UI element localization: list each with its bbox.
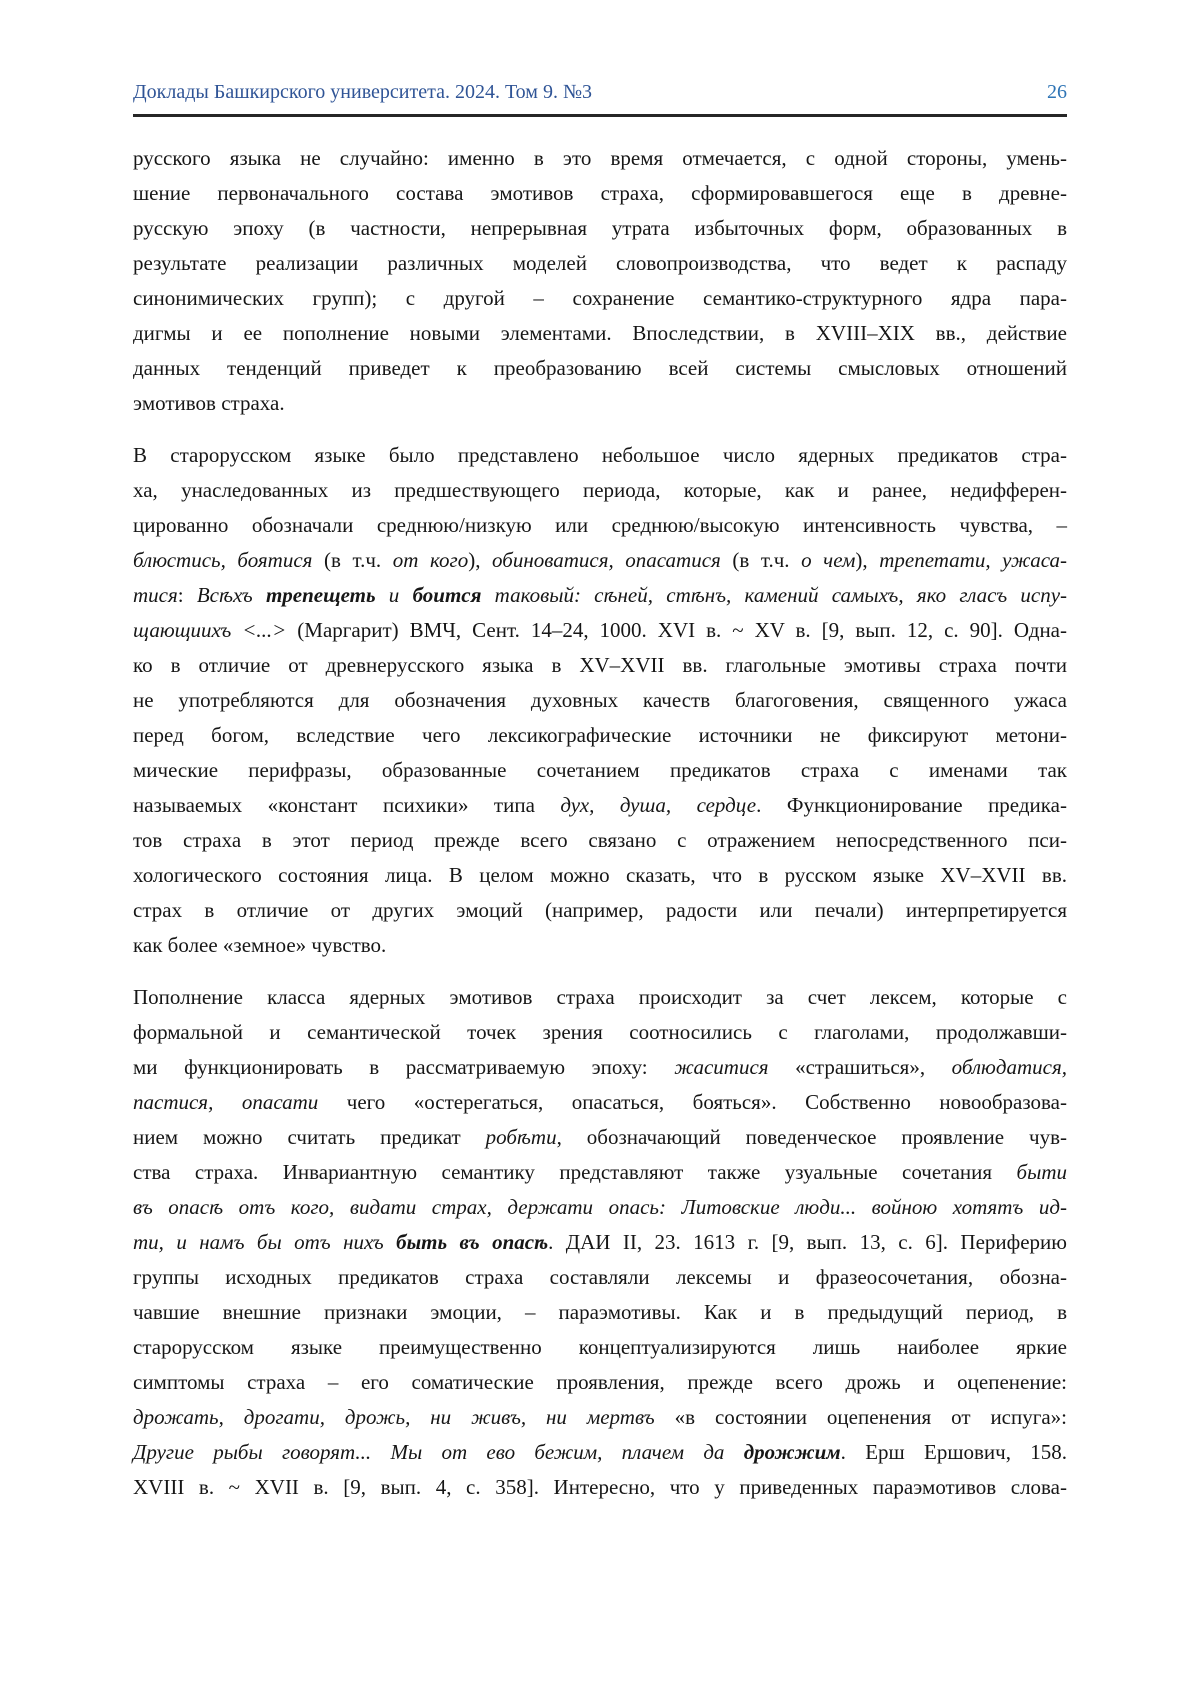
text-run: (в т.ч. [720, 548, 802, 572]
text-line [133, 1260, 1067, 1295]
text-run: называемых «констант психики» типа [133, 793, 561, 817]
text-run: эмотивов страха. [133, 391, 285, 415]
text-run: ко в отличие от древнерусского языка в XV–XVII вв. глагольные эмотивы страха почти [133, 653, 1067, 677]
text-line [133, 1225, 1067, 1260]
text-run: русскую эпоху (в частности, непрерывная утрата избыточных форм, образованных в [133, 216, 1067, 240]
text-line [133, 438, 1067, 473]
paragraph [133, 438, 1067, 963]
text-run: перед богом, вследствие чего лексикографические источники не фиксируют метони- [133, 723, 1067, 747]
text-line [133, 1330, 1067, 1365]
text-run: трепещеть [265, 583, 376, 607]
text-run: ства страха. Инвариантную семантику представляют также узуальные сочетания [133, 1160, 1017, 1184]
text-run: ), [468, 548, 493, 572]
text-line [133, 788, 1067, 823]
text-run: хологического состояния лица. В целом можно сказать, что в русском языке XV–XVII вв. [133, 863, 1067, 887]
text-run: как более «земное» чувство. [133, 933, 387, 957]
text-run: дрожжим [743, 1440, 841, 1464]
text-run: русского языка не случайно: именно в это время отмечается, с одной стороны, умень- [133, 146, 1067, 170]
text-run: «в состоянии оцепенения от испуга»: [654, 1405, 1068, 1429]
text-line [133, 718, 1067, 753]
text-line [133, 823, 1067, 858]
page-header [133, 80, 1067, 104]
text-line [133, 543, 1067, 578]
text-run: (в т.ч. [312, 548, 393, 572]
text-run: шение первоначального состава эмотивов страха, сформировавшегося еще в древне- [133, 181, 1067, 205]
text-run: въ опасѣ отъ кого, видати страх, держати опась: Литовские люди... войною хотятъ ид- [133, 1195, 1067, 1219]
text-line [133, 1470, 1067, 1505]
text-line [133, 316, 1067, 351]
text-line [133, 928, 1067, 963]
text-line [133, 683, 1067, 718]
text-line [133, 1295, 1067, 1330]
text-line [133, 176, 1067, 211]
text-run: тися [133, 583, 178, 607]
text-run: трепетати, ужаса- [879, 548, 1068, 572]
paragraph [133, 141, 1067, 421]
text-run: Другие рыбы говорят... Мы от ево бежим, плачем да [133, 1440, 744, 1464]
text-run: . Функционирование предика- [756, 793, 1067, 817]
text-line [133, 386, 1067, 421]
text-line [133, 141, 1067, 176]
text-run: от кого [392, 548, 469, 572]
text-run: о чем [801, 548, 856, 572]
text-run: обиноватися, опасатися [492, 548, 721, 572]
text-run: Пополнение класса ядерных эмотивов страха происходит за счет лексем, которые с [133, 985, 1067, 1009]
text-run: дигмы и ее пополнение новыми элементами. Впоследствии, в XVIII–XIX вв., действие [133, 321, 1067, 345]
text-line [133, 1400, 1067, 1435]
paragraph [133, 980, 1067, 1505]
text-run: блюстись, боятися [133, 548, 313, 572]
text-line [133, 473, 1067, 508]
text-line [133, 1155, 1067, 1190]
text-line [133, 1365, 1067, 1400]
text-run: пастися, опасати [133, 1090, 319, 1114]
text-run: жаситися [674, 1055, 769, 1079]
text-run: , обозначающий поведенческое проявление чув- [556, 1125, 1067, 1149]
text-line [133, 1120, 1067, 1155]
text-run: и [375, 583, 413, 607]
text-line [133, 1190, 1067, 1225]
text-run: боится [412, 583, 482, 607]
text-line [133, 1435, 1067, 1470]
text-run: В старорусском языке было представлено небольшое число ядерных предикатов стра- [133, 443, 1067, 467]
text-run: ти, и намъ бы отъ нихъ [133, 1230, 397, 1254]
text-run: «страшиться», [768, 1055, 952, 1079]
text-line [133, 1015, 1067, 1050]
text-run: ха, унаследованных из предшествующего периода, которые, как и ранее, недифферен- [133, 478, 1067, 502]
text-run: группы исходных предикатов страха составляли лексемы и фразеосочетания, обозна- [133, 1265, 1067, 1289]
text-run: формальной и семантической точек зрения соотносились с глаголами, продолжавши- [133, 1020, 1067, 1044]
text-run: ми функционировать в рассматриваемую эпоху: [133, 1055, 675, 1079]
text-run: данных тенденций приведет к преобразованию всей системы смысловых отношений [133, 356, 1067, 380]
text-line [133, 281, 1067, 316]
text-run: результате реализации различных моделей словопроизводства, что ведет к распаду [133, 251, 1067, 275]
text-line [133, 508, 1067, 543]
text-line [133, 893, 1067, 928]
text-line [133, 578, 1067, 613]
text-run: страх в отличие от других эмоций (например, радости или печали) интерпретируется [133, 898, 1067, 922]
text-run: облюдатися, [951, 1055, 1067, 1079]
text-line [133, 246, 1067, 281]
text-line [133, 648, 1067, 683]
text-run: чего «остерегаться, опасаться, бояться». Собственно новообразова- [318, 1090, 1067, 1114]
text-line [133, 1085, 1067, 1120]
text-line [133, 858, 1067, 893]
header-rule [133, 114, 1067, 117]
text-run: . ДАИ II, 23. 1613 г. [9, вып. 13, с. 6]. Периферию [548, 1230, 1067, 1254]
text-run: быти [1016, 1160, 1067, 1184]
text-run: (Маргарит) ВМЧ, Сент. 14–24, 1000. XVI в. ~ XV в. [9, вып. 12, с. 90]. Одна- [297, 618, 1067, 642]
text-run: старорусском языке преимущественно концептуализируются лишь наиболее яркие [133, 1335, 1067, 1359]
text-run: робѣти [485, 1125, 557, 1149]
text-run: синонимических групп); с другой – сохранение семантико-структурного ядра пара- [133, 286, 1067, 310]
text-line [133, 613, 1067, 648]
text-run: чавшие внешние признаки эмоции, – параэмотивы. Как и в предыдущий период, в [133, 1300, 1067, 1324]
text-run: . Ерш Ершович, 158. [840, 1440, 1067, 1464]
page-number: 26 [1047, 81, 1067, 103]
text-run: не употребляются для обозначения духовных качеств благоговения, священного ужаса [133, 688, 1067, 712]
text-run: цированно обозначали среднюю/низкую или среднюю/высокую интенсивность чувства, – [133, 513, 1067, 537]
text-run: ), [855, 548, 880, 572]
text-run: дрожать, дрогати, дрожь, ни живъ, ни мертвъ [133, 1405, 655, 1429]
text-run: быть въ опасѣ [396, 1230, 549, 1254]
text-run: нием можно считать предикат [133, 1125, 486, 1149]
text-run: : [177, 583, 197, 607]
text-run: щающиихъ <...> [133, 618, 298, 642]
text-line [133, 753, 1067, 788]
text-line [133, 211, 1067, 246]
text-run: таковый: сѣней, стѣнъ, камений самыхъ, яко гласъ испу- [481, 583, 1068, 607]
text-run: Всѣхъ [196, 583, 266, 607]
text-run: XVIII в. ~ XVII в. [9, вып. 4, с. 358]. Интересно, что у приведенных параэмотивов слова- [133, 1475, 1067, 1499]
text-run: мические перифразы, образованные сочетанием предикатов страха с именами так [133, 758, 1067, 782]
text-run: симптомы страха – его соматические проявления, прежде всего дрожь и оцепенение: [133, 1370, 1067, 1394]
text-run: тов страха в этот период прежде всего связано с отражением непосредственного пси- [133, 828, 1067, 852]
journal-title: Доклады Башкирского университета. 2024. Том 9. №3 [133, 81, 593, 103]
page-body [133, 141, 1067, 1505]
text-line [133, 980, 1067, 1015]
text-line [133, 1050, 1067, 1085]
text-run: дух, душа, сердце [560, 793, 757, 817]
text-line [133, 351, 1067, 386]
